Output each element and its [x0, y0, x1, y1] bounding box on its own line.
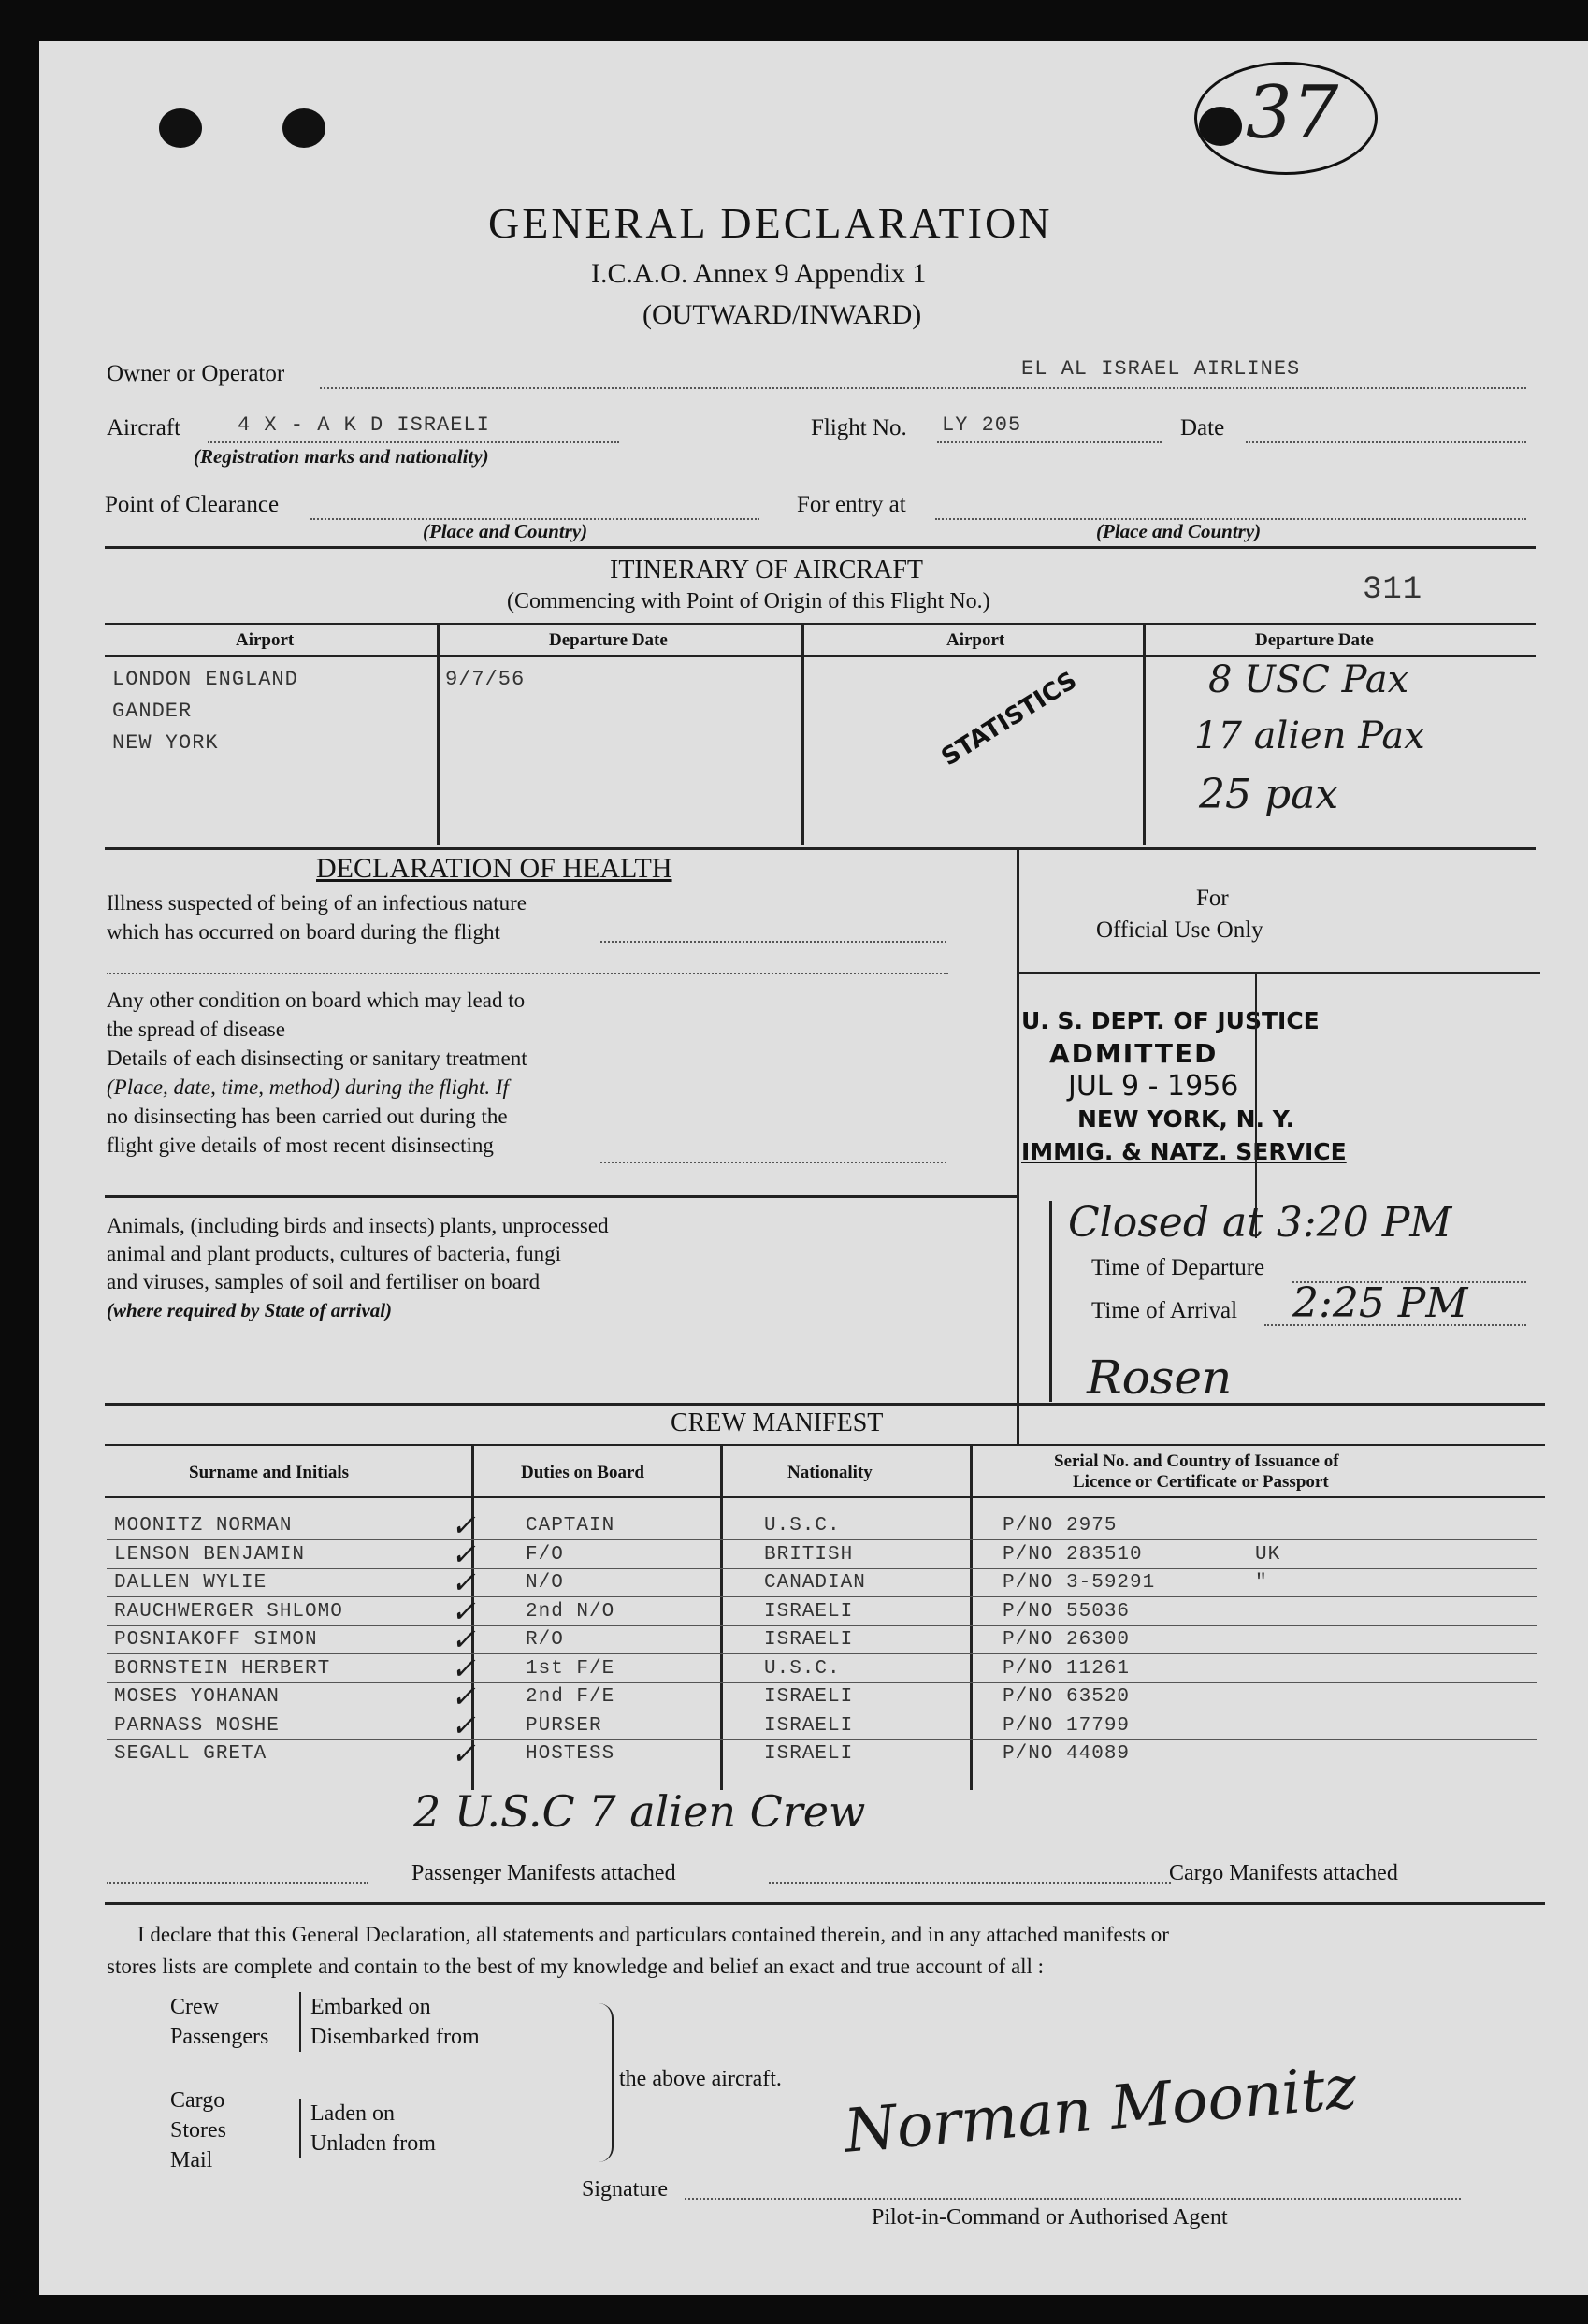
- declaration-line-2: stores lists are complete and contain to the best of my knowledge and belief an exact and true account of all :: [107, 1955, 1045, 1978]
- arrival-label: Time of Arrival: [1091, 1298, 1238, 1323]
- rule: [105, 1195, 1017, 1198]
- crew-duty: R/O: [526, 1629, 564, 1651]
- crew-serial: P/NO 26300: [1003, 1629, 1131, 1651]
- signature-line: [685, 2198, 1461, 2200]
- departure-label: Time of Departure: [1091, 1255, 1265, 1280]
- stamp-line: ADMITTED: [1049, 1038, 1219, 1069]
- itinerary-airport: GANDER: [112, 700, 193, 723]
- line: Stores: [170, 2118, 226, 2143]
- aircraft-label: Aircraft: [107, 415, 181, 440]
- column-divider: [720, 1444, 723, 1790]
- crew-serial: P/NO 11261: [1003, 1658, 1131, 1680]
- crew-serial: P/NO 2975: [1003, 1515, 1118, 1537]
- row-rule: [107, 1539, 1537, 1540]
- column-divider: [1049, 1201, 1052, 1402]
- line: For: [1195, 886, 1229, 911]
- check-mark-icon: ✓: [451, 1594, 476, 1629]
- col-departure-2: Departure Date: [1255, 630, 1374, 650]
- crew-surname: PARNASS MOSHE: [114, 1715, 280, 1737]
- crew-surname: BORNSTEIN HERBERT: [114, 1658, 331, 1680]
- clearance-note: (Place and Country): [423, 520, 588, 542]
- crew-nationality: ISRAELI: [764, 1686, 854, 1708]
- crew-passengers-group: [170, 1992, 268, 2052]
- stamp-line: JUL 9 - 1956: [1068, 1070, 1239, 1103]
- crew-serial: P/NO 3-59291: [1003, 1572, 1156, 1594]
- itinerary-subtitle: (Commencing with Point of Origin of this Flight No.): [507, 589, 990, 613]
- line: Details of each disinsecting or sanitary treatment: [107, 1047, 527, 1070]
- initials: Rosen: [1087, 1350, 1233, 1405]
- rule: [105, 655, 1536, 657]
- flight-value: LY 205: [942, 413, 1022, 437]
- entry-label: For entry at: [797, 492, 906, 517]
- line: Passengers: [170, 2025, 269, 2049]
- crew-nationality: ISRAELI: [764, 1601, 854, 1623]
- line: which has occurred on board during the flight: [107, 920, 500, 944]
- line: Unladen from: [310, 2131, 436, 2156]
- row-rule: [107, 1568, 1537, 1569]
- row-rule: [107, 1739, 1537, 1740]
- column-divider: [970, 1444, 973, 1790]
- crew-total-note: 2 U.S.C 7 alien Crew: [413, 1786, 866, 1837]
- crew-title: CREW MANIFEST: [671, 1408, 884, 1437]
- rule: [105, 847, 1536, 850]
- col-serial: Serial No. and Country of Issuance of: [1054, 1451, 1339, 1471]
- owner-value: EL AL ISRAEL AIRLINES: [1021, 357, 1301, 381]
- official-use: [1096, 883, 1263, 946]
- column-divider: [1143, 623, 1146, 845]
- col-duties: Duties on Board: [521, 1463, 644, 1482]
- hand-note: 8 USC Pax: [1208, 658, 1409, 701]
- crew-duty: 1st F/E: [526, 1658, 615, 1680]
- line: (where required by State of arrival): [107, 1299, 393, 1321]
- itinerary-airport: NEW YORK: [112, 731, 219, 755]
- passenger-manifests: Passenger Manifests attached: [411, 1861, 676, 1885]
- above-aircraft: the above aircraft.: [619, 2067, 782, 2091]
- col-departure: Departure Date: [549, 630, 668, 650]
- stamp-line: IMMIG. & NATZ. SERVICE: [1021, 1138, 1347, 1165]
- line: Laden on: [310, 2101, 395, 2126]
- crew-serial: P/NO 55036: [1003, 1601, 1131, 1623]
- laden-group: [299, 2099, 436, 2158]
- form-subtitle: I.C.A.O. Annex 9 Appendix 1: [591, 258, 927, 289]
- col-airport: Airport: [236, 630, 295, 650]
- crew-nationality: U.S.C.: [764, 1515, 841, 1537]
- form-title: GENERAL DECLARATION: [488, 199, 1053, 247]
- check-mark-icon: ✓: [451, 1679, 476, 1714]
- declaration-line-1: I declare that this General Declaration, all statements and particulars contained therein, and in any attached manifests or: [137, 1923, 1169, 1946]
- check-mark-icon: ✓: [451, 1736, 476, 1771]
- crew-surname: LENSON BENJAMIN: [114, 1544, 306, 1566]
- crew-surname: MOONITZ NORMAN: [114, 1515, 293, 1537]
- crew-serial-note: UK: [1255, 1544, 1281, 1566]
- crew-surname: DALLEN WYLIE: [114, 1572, 267, 1594]
- line: (Place, date, time, method) during the flight. If: [107, 1075, 509, 1099]
- rule: [105, 623, 1536, 625]
- embark-group: [299, 1992, 480, 2052]
- line: and viruses, samples of soil and fertiliser on board: [107, 1270, 541, 1293]
- row-rule: [107, 1625, 1537, 1626]
- line: Official Use Only: [1096, 917, 1263, 943]
- crew-surname: SEGALL GRETA: [114, 1743, 267, 1765]
- aircraft-line: [208, 441, 619, 443]
- aircraft-note: (Registration marks and nationality): [194, 445, 489, 468]
- col-nationality: Nationality: [787, 1463, 873, 1482]
- rule: [105, 546, 1536, 549]
- check-mark-icon: ✓: [451, 1537, 476, 1572]
- statistics-stamp: STATISTICS: [936, 666, 1082, 772]
- col-surname: Surname and Initials: [189, 1463, 350, 1482]
- col-airport-2: Airport: [946, 630, 1005, 650]
- arrival-value: 2:25 PM: [1292, 1279, 1468, 1327]
- answer-line: [600, 1162, 946, 1163]
- crew-nationality: ISRAELI: [764, 1743, 854, 1765]
- line: Any other condition on board which may lead to: [107, 989, 526, 1012]
- owner-label: Owner or Operator: [107, 361, 285, 386]
- check-mark-icon: ✓: [451, 1651, 476, 1686]
- crew-duty: 2nd N/O: [526, 1601, 615, 1623]
- crew-duty: CAPTAIN: [526, 1515, 615, 1537]
- crew-duty: 2nd F/E: [526, 1686, 615, 1708]
- stamp-line: U. S. DEPT. OF JUSTICE: [1021, 1007, 1320, 1034]
- document-page: [39, 41, 1588, 2295]
- clearance-label: Point of Clearance: [105, 492, 280, 517]
- line: Crew: [170, 1995, 219, 2019]
- crew-nationality: ISRAELI: [764, 1715, 854, 1737]
- crew-nationality: BRITISH: [764, 1544, 854, 1566]
- crew-serial: P/NO 283510: [1003, 1544, 1143, 1566]
- line: the spread of disease: [107, 1018, 285, 1041]
- animals-text: [107, 1212, 609, 1324]
- crew-surname: POSNIAKOFF SIMON: [114, 1629, 318, 1651]
- crew-serial: P/NO 63520: [1003, 1686, 1131, 1708]
- crew-nationality: U.S.C.: [764, 1658, 841, 1680]
- aircraft-value: 4 X - A K D ISRAELI: [238, 413, 490, 437]
- health-para-1: [107, 888, 527, 946]
- crew-nationality: CANADIAN: [764, 1572, 866, 1594]
- flight-label: Flight No.: [811, 415, 907, 440]
- rule: [105, 1444, 1545, 1446]
- signature-label: Signature: [582, 2177, 668, 2201]
- check-mark-icon: ✓: [451, 1708, 476, 1743]
- health-title: DECLARATION OF HEALTH: [316, 853, 672, 884]
- crew-duty: HOSTESS: [526, 1743, 615, 1765]
- check-mark-icon: ✓: [451, 1508, 476, 1543]
- flight-line: [937, 441, 1162, 443]
- itinerary-title: ITINERARY OF AIRCRAFT: [610, 556, 924, 585]
- check-mark-icon: ✓: [451, 1622, 476, 1657]
- cargo-manifests: Cargo Manifests attached: [1169, 1861, 1398, 1885]
- health-para-2: [107, 986, 525, 1044]
- itinerary-date: 9/7/56: [445, 668, 526, 691]
- closed-note: Closed at 3:20 PM: [1068, 1199, 1452, 1247]
- rule: [105, 1902, 1545, 1905]
- date-label: Date: [1180, 415, 1225, 440]
- line: Disembarked from: [310, 2025, 480, 2049]
- line: flight give details of most recent disinsecting: [107, 1133, 494, 1157]
- line: animal and plant products, cultures of bacteria, fungi: [107, 1242, 562, 1265]
- row-rule: [107, 1682, 1537, 1683]
- punch-hole: [159, 108, 202, 148]
- signature: Norman Moonitz: [841, 2053, 1360, 2167]
- answer-line: [600, 941, 946, 943]
- row-rule: [107, 1653, 1537, 1654]
- stamp-line: NEW YORK, N. Y.: [1077, 1105, 1295, 1133]
- crew-duty: PURSER: [526, 1715, 602, 1737]
- column-divider: [801, 623, 804, 845]
- crew-serial-note: ": [1255, 1572, 1268, 1594]
- owner-line: [320, 387, 1526, 389]
- line: Cargo: [170, 2088, 225, 2113]
- rule: [105, 1496, 1545, 1498]
- col-serial-2: Licence or Certificate or Passport: [1073, 1472, 1329, 1492]
- itinerary-airport: LONDON ENGLAND: [112, 668, 298, 691]
- date-line: [1246, 441, 1526, 443]
- manifest-line: [769, 1882, 1171, 1884]
- line: Animals, (including birds and insects) plants, unprocessed: [107, 1214, 609, 1237]
- line: Illness suspected of being of an infectious nature: [107, 891, 527, 915]
- bracket: [599, 2003, 614, 2162]
- crew-serial: P/NO 17799: [1003, 1715, 1131, 1737]
- row-rule: [107, 1596, 1537, 1597]
- cargo-group: [170, 2086, 226, 2175]
- admission-stamp: [1021, 1004, 1347, 1168]
- column-divider: [1017, 847, 1019, 1446]
- form-direction: (OUTWARD/INWARD): [642, 299, 922, 330]
- line: Embarked on: [310, 1995, 431, 2019]
- answer-line: [107, 973, 948, 974]
- crew-surname: MOSES YOHANAN: [114, 1686, 280, 1708]
- crew-duty: N/O: [526, 1572, 564, 1594]
- punch-hole: [282, 108, 325, 148]
- page-number: 37: [1246, 71, 1339, 155]
- itinerary-number: 311: [1363, 572, 1423, 608]
- crew-surname: RAUCHWERGER SHLOMO: [114, 1601, 343, 1623]
- line: Mail: [170, 2148, 213, 2172]
- manifest-line: [107, 1882, 368, 1884]
- crew-serial: P/NO 44089: [1003, 1743, 1131, 1765]
- crew-duty: F/O: [526, 1544, 564, 1566]
- hand-note: 25 pax: [1199, 771, 1339, 818]
- rule: [1017, 972, 1540, 974]
- line: no disinsecting has been carried out during the: [107, 1104, 508, 1128]
- check-mark-icon: ✓: [451, 1565, 476, 1600]
- health-para-3: [107, 1044, 527, 1160]
- signer-label: Pilot-in-Command or Authorised Agent: [872, 2205, 1228, 2230]
- hand-note: 17 alien Pax: [1194, 715, 1425, 758]
- column-divider: [437, 623, 440, 845]
- crew-nationality: ISRAELI: [764, 1629, 854, 1651]
- entry-note: (Place and Country): [1096, 520, 1262, 542]
- rule: [105, 1403, 1545, 1406]
